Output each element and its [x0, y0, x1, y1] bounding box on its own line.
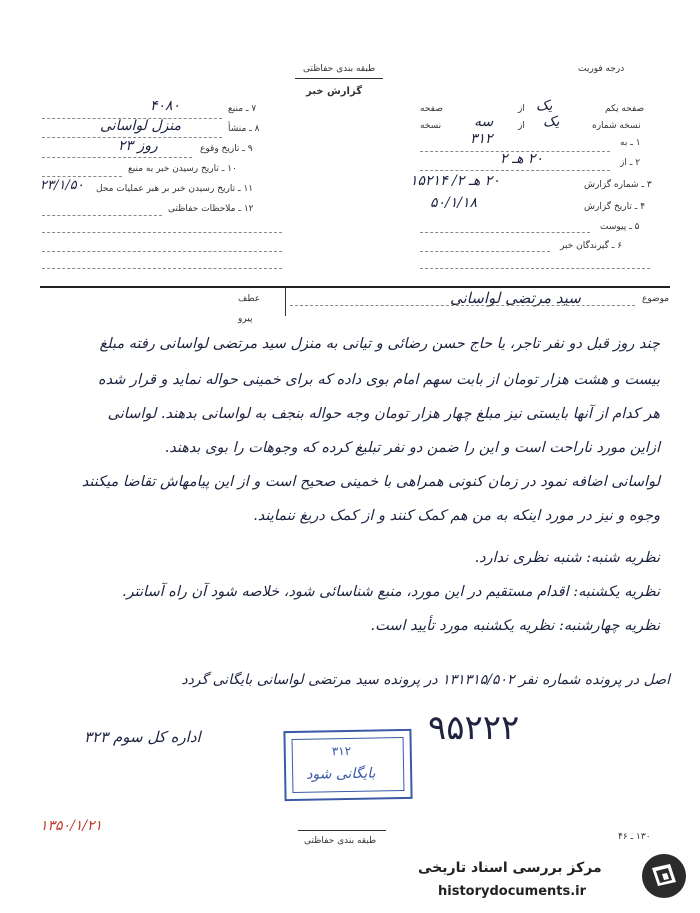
urgency-label: درجه فوریت [578, 64, 625, 74]
classification-label-top: طبقه بندی حفاظتی [303, 64, 376, 74]
page-word: صفحه [420, 104, 443, 114]
archive-url: historydocuments.ir [438, 884, 587, 899]
note-line: نظریه شنبه: شنبه نظری ندارد. [474, 550, 660, 566]
body-line: بیست و هشت هزار تومان از بابت سهم امام بوی داده که برای خمینی حواله نماید و قرار شده [97, 372, 660, 388]
field-value-11: ۲۳/۱/۵۰ [40, 178, 84, 193]
page-from: از [518, 104, 525, 114]
to-label: ۱ ـ به [620, 138, 641, 148]
field-line-12d [42, 268, 282, 269]
body-line: ازاین مورد ناراحت است و این را ضمن دو نفر تبلیغ کرده که وجوهات را بوی بدهند. [164, 440, 660, 456]
field-label-8: ۸ ـ منشأ [228, 124, 260, 134]
subject-line [290, 305, 635, 306]
classification-label-bottom: طبقه بندی حفاظتی [304, 836, 377, 846]
from-label: ۲ ـ از [620, 158, 641, 168]
recipients-line-2 [420, 268, 650, 269]
page-value: یک [536, 98, 553, 114]
copy-value: یک [543, 114, 560, 130]
body-line: هر کدام از آنها بایستی نیز مبلغ چهار هزار تومان وجه حواله بنجف به لواسانی بدهند. لواسانی [107, 406, 660, 422]
classification-underline [295, 78, 383, 79]
from-line [420, 170, 610, 171]
body-line: لواسانی اضافه نمود در زمان کنونی همراهی با خمینی صحیح است و از این پیامهاش تقاضا میکنند [81, 474, 660, 490]
subject-divider [40, 286, 670, 288]
form-code: ۱۳۰ ـ ۴۶ [618, 832, 651, 842]
recipients-label: ۶ ـ گیرندگان خبر [560, 241, 623, 251]
attachment-label: ۵ ـ پیوست [600, 222, 640, 232]
field-value-9: روز ۲۳ [118, 138, 158, 154]
stamp-line-2: بایگانی شود [306, 765, 376, 783]
copy-word: نسخه [420, 121, 442, 131]
field-line-10 [42, 176, 122, 177]
subject-separator [285, 288, 286, 316]
copy-from: از [518, 121, 525, 131]
note-line: نظریه چهارشنبه: نظریه یکشنبه مورد تأیید است. [370, 618, 660, 634]
report-date-label: ۴ ـ تاریخ گزارش [584, 202, 646, 212]
field-label-12: ۱۲ ـ ملاحظات حفاظتی [168, 204, 254, 214]
field-label-10: ۱۰ ـ تاریخ رسیدن خبر به منبع [128, 164, 237, 174]
field-line-9 [42, 157, 192, 158]
report-no-value: ۲۰ هـ ۲/ ۱۵۲۱۴ [410, 173, 500, 189]
recipients-line [420, 251, 550, 252]
note-line: نظریه یکشنبه: اقدام مستقیم در این مورد، منبع شناسائی شود، خلاصه شود آن راه آسانتر. [122, 584, 660, 600]
body-line: چند روز قبل دو نفر تاجر، یا حاج حسن رضائی و تیانی به منزل سید مرتضی لواسانی رفته مبلغ [99, 336, 660, 352]
page-label: صفحه یکم [605, 104, 645, 114]
footer-band [0, 848, 700, 913]
archive-name: مرکز بررسی اسناد تاریخی [418, 860, 602, 876]
stamp-line-1: ۳۱۲ [331, 743, 352, 759]
from-value: ۲۰ هـ ۲ [500, 151, 543, 167]
archive-instruction: اصل در پرونده شماره نفر ۱۳۱۳۱۵/۵۰۲ در پرونده سید مرتضی لواسانی بایگانی گردد [181, 672, 670, 688]
subject-label: موضوع [642, 294, 670, 304]
subject-value: سید مرتضی لواسانی [450, 289, 581, 307]
red-date: ۱۳۵۰/۱/۲۱ [40, 818, 103, 834]
to-value: ۳۱۲ [470, 131, 493, 147]
field-line-12a [42, 215, 162, 216]
report-no-label: ۳ ـ شماره گزارش [584, 180, 652, 190]
field-value-8: منزل لواسانی [100, 118, 182, 134]
department-note: اداره کل سوم ۳۲۳ [84, 728, 201, 746]
archive-number: ۹۵۲۲۲ [428, 708, 520, 748]
classification-overline [298, 830, 386, 831]
copy-total: سه [474, 114, 494, 130]
field-value-7: ۴۰۸۰ [150, 98, 181, 114]
archive-logo [640, 852, 688, 900]
field-label-11: ۱۱ ـ تاریخ رسیدن خبر بر هبر عملیات محل [96, 184, 254, 194]
ref-sub-label: پیرو [238, 314, 253, 324]
body-line: وجوه و نیز در مورد اینکه به من هم کمک کنند و از کمک دریغ ننمایند. [253, 508, 660, 524]
copy-label: نسخه شماره [592, 121, 641, 131]
report-date-value: ۵۰/۱/۱۸ [430, 195, 478, 211]
form-title: گزارش خبر [306, 86, 363, 97]
field-label-7: ۷ ـ منبع [228, 104, 257, 114]
archive-stamp [283, 729, 412, 801]
ref-label: عطف [238, 294, 261, 304]
attachment-line [420, 232, 590, 233]
field-line-12b [42, 232, 282, 233]
field-line-12c [42, 251, 282, 252]
field-label-9: ۹ ـ تاریخ وقوع [200, 144, 253, 154]
